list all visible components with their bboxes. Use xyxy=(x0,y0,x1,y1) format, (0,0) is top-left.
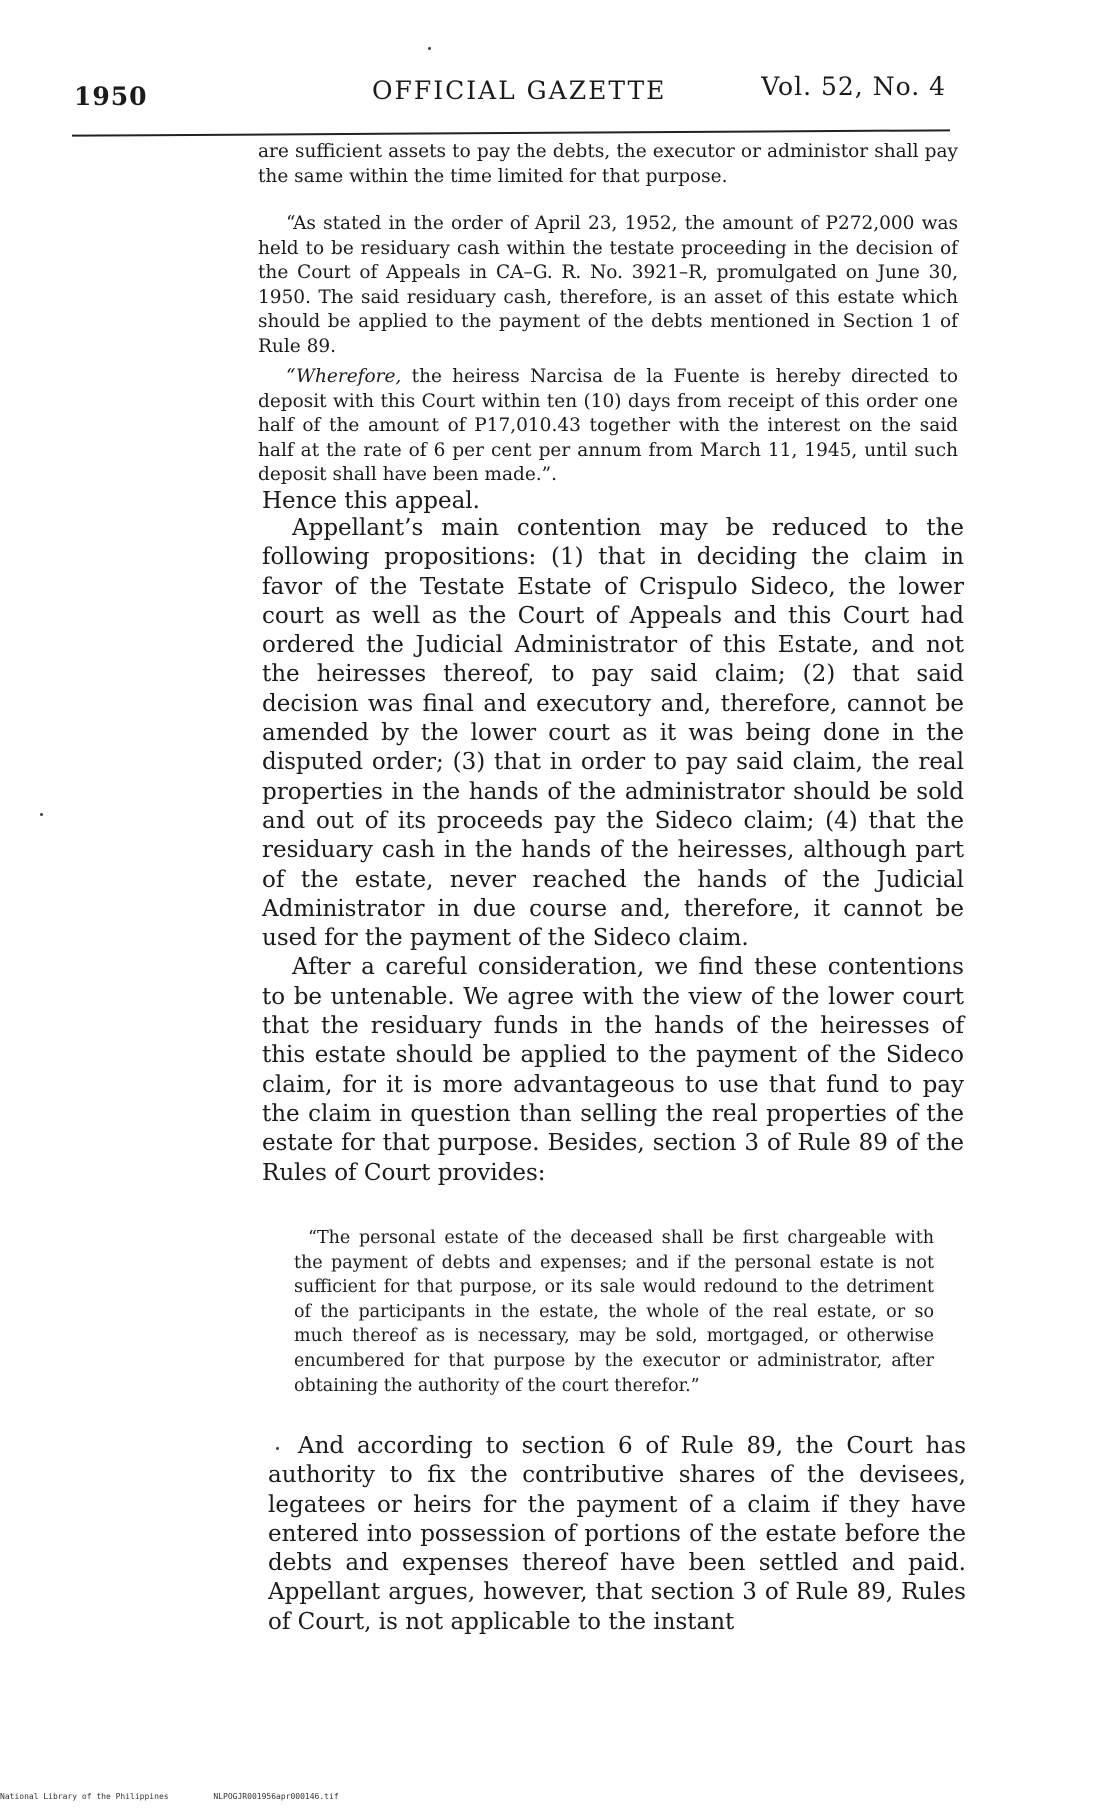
scan-speck xyxy=(40,813,43,816)
order-quote-paragraph-2-text: the heiress Narcisa de la Fuente is hereby directed to deposit with this Court within ten (10) days from receipt of this order one half of the amount of P17,010.43 together with the interest on the said half at the rate of 6 per cent per annum from March 11, 1945, until such deposit shall have been made.”. xyxy=(258,366,958,485)
scan-footer xyxy=(0,1792,1120,1801)
scan-speck xyxy=(428,47,431,50)
wherefore-lead: “Wherefore, xyxy=(286,366,402,387)
order-quote-paragraph-1: “As stated in the order of April 23, 1952, the amount of P272,000 was held to be residuary cash within the testate proceeding in the decision of the Court of Appeals in CA–G. R. No. 3921–R, promulgated on June 30, 1950. The said residuary cash, therefore, is an asset of this estate which should be applied to the payment of the debts mentioned in Section 1 of Rule 89. xyxy=(258,213,958,357)
page-header xyxy=(70,70,950,110)
body-paragraph-1: Appellant’s main contention may be reduced to the following propositions: (1) that in deciding the claim in favor of the Testate Estate of Crispulo Sideco, the lower court as well as the Court of Appeals and this Court had ordered the Judicial Administrator of this Estate, and not the heiresses thereof, to pay said claim; (2) that said decision was final and executory and, therefore, cannot be amended by the lower court as it was being done in the disputed order; (3) that in order to pay said claim, the real properties in the hands of the administrator should be sold and out of its proceeds pay the Sideco claim; (4) that the residuary cash in the hands of the heiresses, although part of the estate, never reached the hands of the Judicial Administrator in due course and, therefore, it cannot be used for the payment of the Sideco claim. xyxy=(262,515,964,952)
main-body xyxy=(262,488,964,1188)
page-number: 1950 xyxy=(74,82,148,111)
rule-quote-text: “The personal estate of the deceased shall be first chargeable with the payment of debts and expenses; and if the personal estate is not sufficient for that purpose, or its sale would redound to the detriment of the participants in the estate, the whole of the real estate, or so much thereof as is necessary, may be sold, mortgaged, or otherwise encumbered for that purpose by the executor or administrator, after obtaining the authority of the court therefor.” xyxy=(294,1228,934,1396)
body-paragraph-3: And according to section 6 of Rule 89, the Court has authority to fix the contributive shares of the devisees, legatees or heirs for the payment of a claim if they have entered into possession of portions of the estate before the debts and expenses thereof have been settled and paid. Appellant argues, however, that section 3 of Rule 89, Rules of Court, is not applicable to the instant xyxy=(268,1433,966,1635)
order-quote-paragraph-2 xyxy=(258,365,958,488)
header-rule xyxy=(72,129,950,136)
continued-quote xyxy=(258,140,958,189)
continued-quote-text: are sufficient assets to pay the debts, the executor or administor shall pay the same within the time limited for that purpose. xyxy=(258,141,958,187)
hence-line: Hence this appeal. xyxy=(262,488,480,514)
file-name: NLPOGJR001956apr000146.tif xyxy=(213,1792,339,1801)
volume-label: Vol. 52, No. 4 xyxy=(761,72,946,101)
publication-title: OFFICIAL GAZETTE xyxy=(372,76,667,105)
rule-quote xyxy=(294,1226,934,1398)
scan-speck xyxy=(276,1447,279,1450)
order-quote xyxy=(258,206,958,488)
body-paragraph-2: After a careful consideration, we find these contentions to be untenable. We agree with the view of the lower court that the residuary funds in the hands of the heiresses of this estate should be applied to the payment of the Sideco claim, for it is more advantageous to use that fund to pay the claim in question than selling the real properties of the estate for that purpose. Besides, section 3 of Rule 89 of the Rules of Court provides: xyxy=(262,954,964,1186)
library-credit: National Library of the Philippines xyxy=(0,1792,169,1801)
continuation-body xyxy=(268,1432,966,1637)
